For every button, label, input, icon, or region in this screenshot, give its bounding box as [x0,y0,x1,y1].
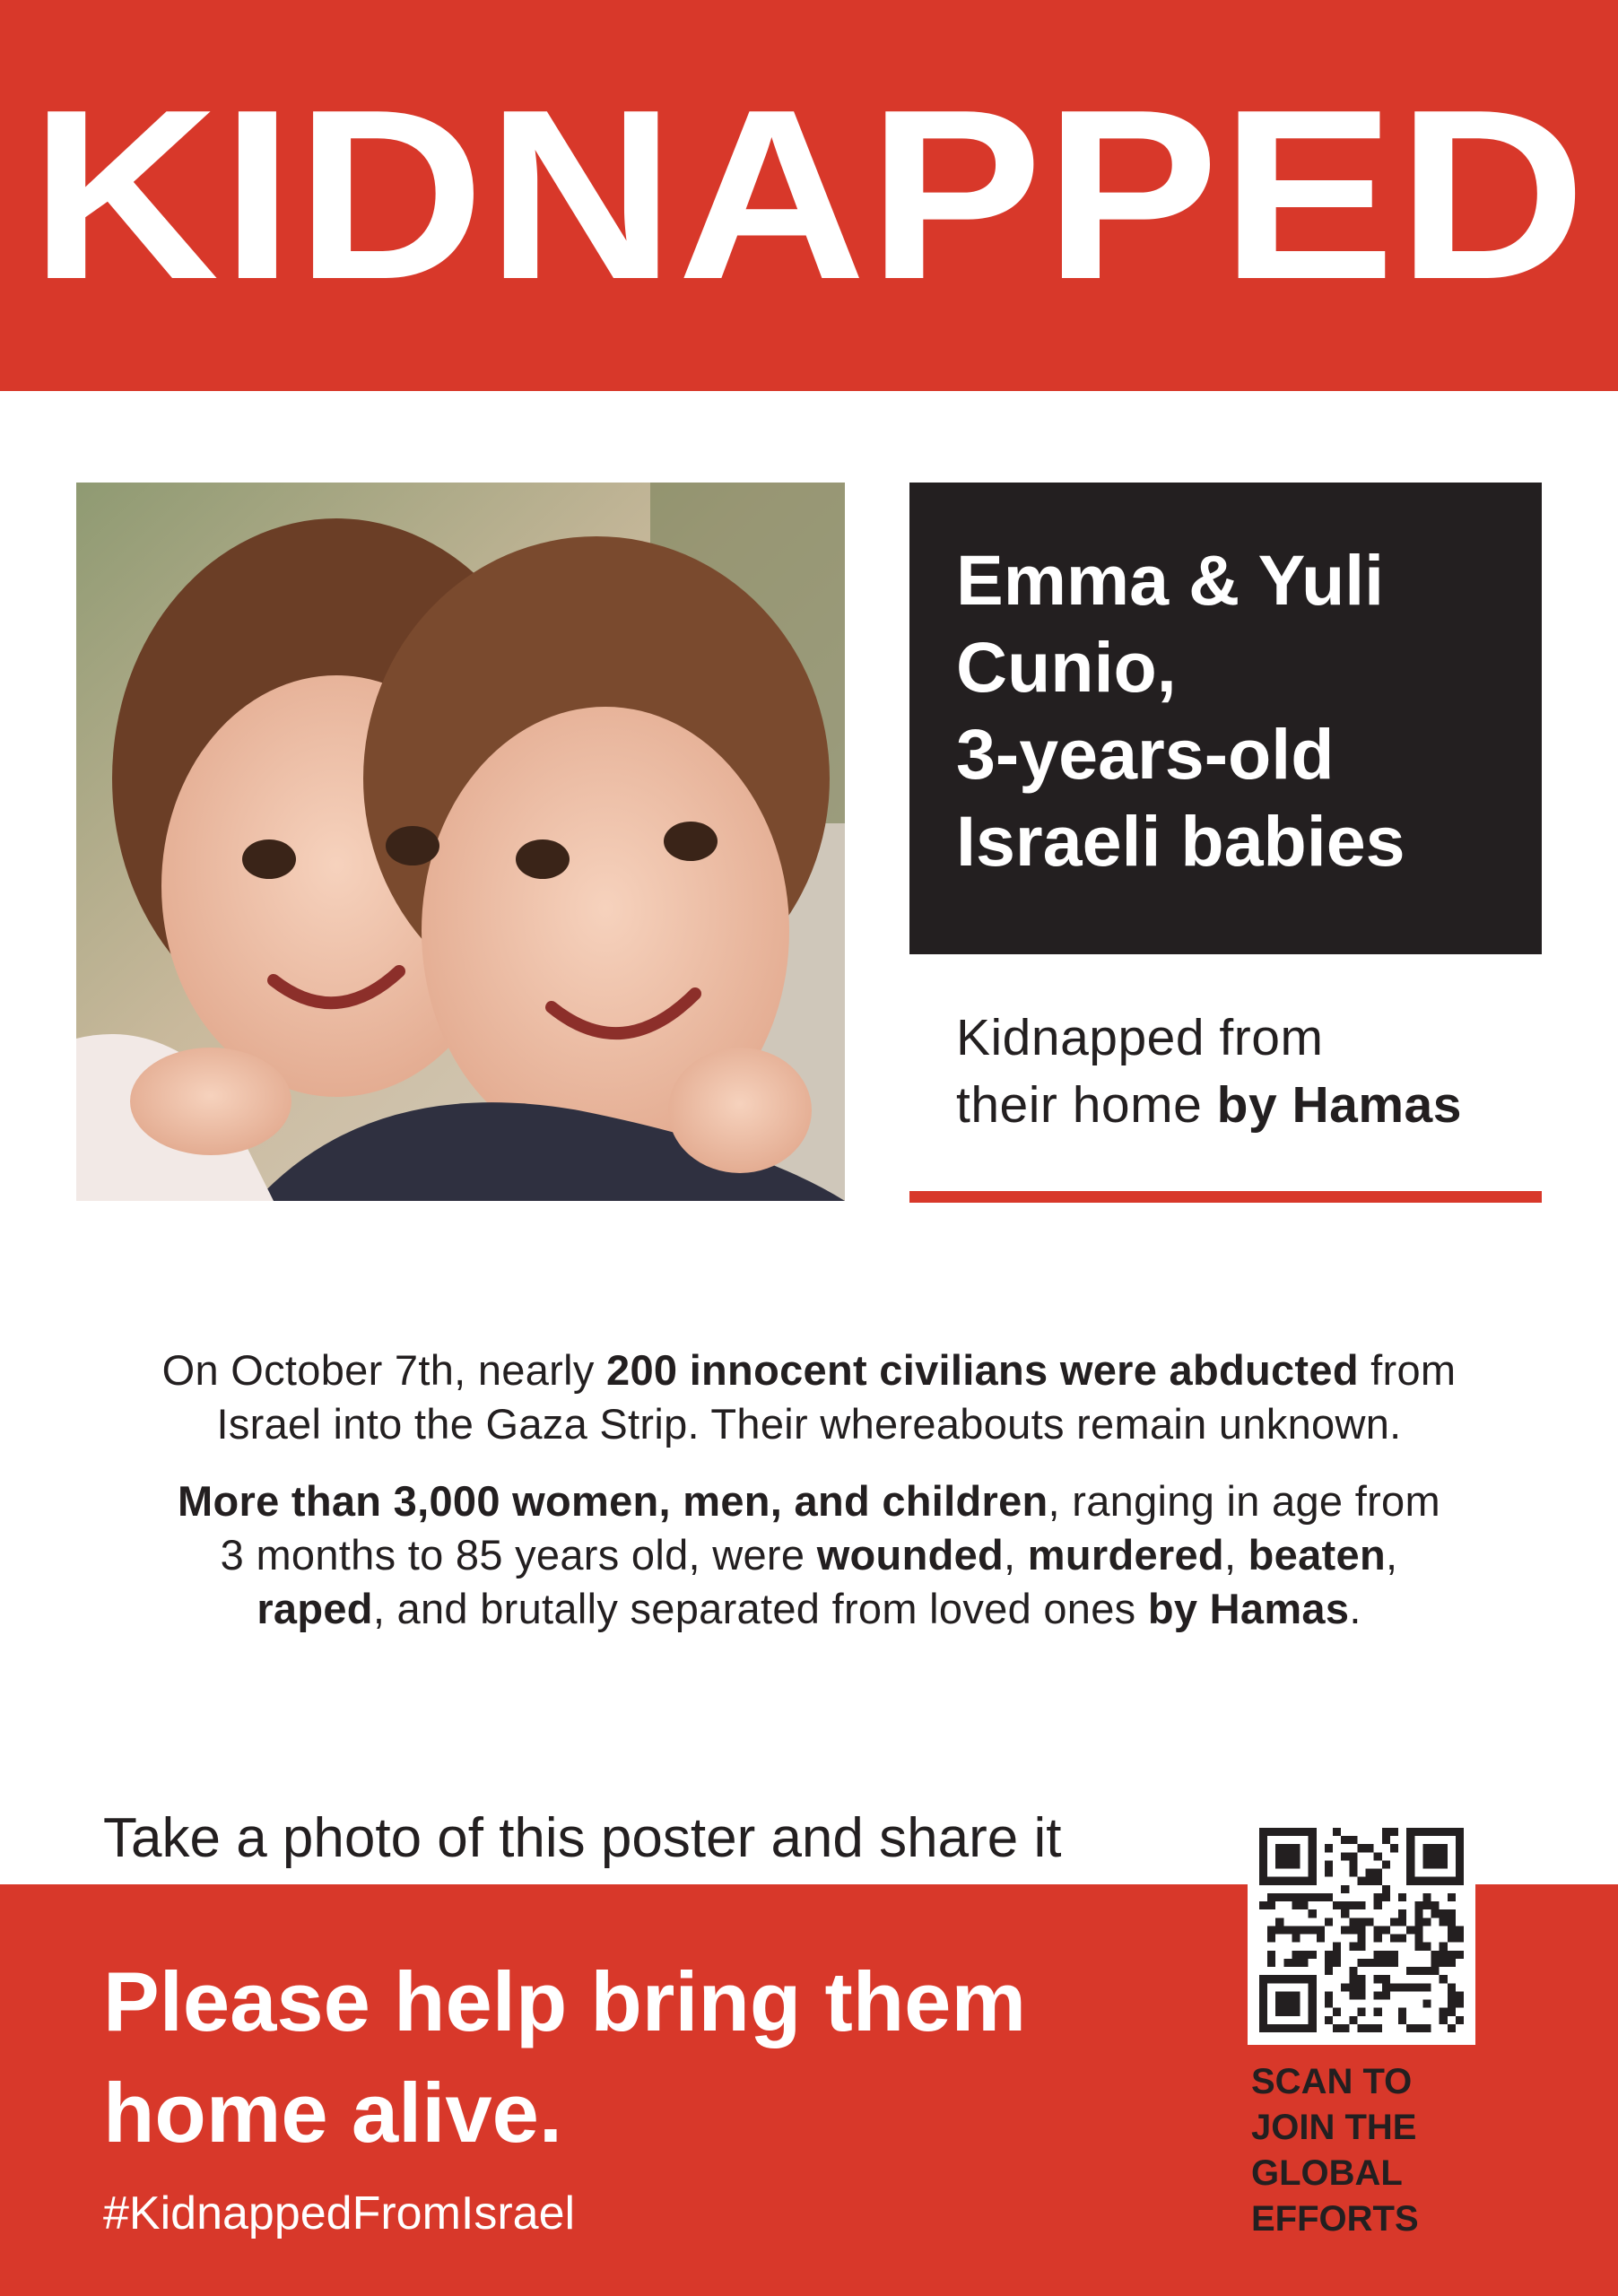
name-line: Israeli babies [956,801,1405,881]
body-span: from [1358,1346,1457,1394]
scan-line: SCAN TO [1251,2062,1413,2101]
red-divider [909,1191,1542,1203]
name-line: Emma & Yuli [956,540,1385,620]
call-to-action [103,1946,1215,2169]
body-line [54,1582,1564,1636]
sub-caption [956,1004,1548,1139]
body-bold: beaten [1248,1531,1386,1578]
body-bold: raped [257,1585,373,1632]
sub-caption-line [956,1072,1548,1139]
hashtag: #KidnappedFromIsrael [103,2187,576,2239]
body-span: , ranging in age from [1048,1477,1440,1525]
body-text [54,1344,1564,1636]
name-line: Cunio, [956,627,1177,707]
scan-instruction [1251,2059,1520,2242]
sub-caption-bold: by Hamas [1216,1076,1462,1134]
headline: KIDNAPPED [30,60,1588,330]
children-photo-illustration [76,483,845,1201]
qr-code-icon [1259,1827,1464,2033]
scan-line: GLOBAL [1251,2153,1403,2193]
body-line [54,1528,1564,1582]
body-span: . [1349,1585,1361,1632]
sub-caption-text: their home [956,1076,1217,1134]
paragraph-abduction [54,1344,1564,1451]
cta-line: Please help bring them [103,1954,1027,2048]
cta-line: home alive. [103,2066,562,2160]
body-line [54,1474,1564,1528]
body-bold: by Hamas [1147,1585,1350,1632]
body-span: On October 7th, nearly [161,1346,607,1394]
body-bold: 200 innocent civilians were abducted [606,1346,1359,1394]
body-span: , [1385,1531,1398,1578]
name-box [909,483,1542,954]
body-span: 3 months to 85 years old, were [220,1531,817,1578]
body-bold: More than 3,000 women, men, and children [178,1477,1048,1525]
share-instruction: Take a photo of this poster and share it [103,1807,1062,1869]
body-line: Israel into the Gaza Strip. Their whereabouts remain unknown. [216,1400,1402,1448]
scan-line: EFFORTS [1251,2199,1419,2239]
body-bold: wounded [816,1531,1005,1578]
paragraph-victims [54,1474,1564,1636]
name-line: 3-years-old [956,714,1335,794]
sub-caption-line: Kidnapped from [956,1009,1324,1066]
body-bold: murdered [1027,1531,1224,1578]
body-span: , [1223,1531,1248,1578]
body-span: , [1004,1531,1028,1578]
header-band [0,0,1618,391]
qr-code[interactable] [1248,1815,1475,2045]
body-span: , and brutally separated from loved ones [372,1585,1148,1632]
children-photo [76,483,845,1201]
scan-line: JOIN THE [1251,2108,1417,2147]
body-line [54,1344,1564,1397]
